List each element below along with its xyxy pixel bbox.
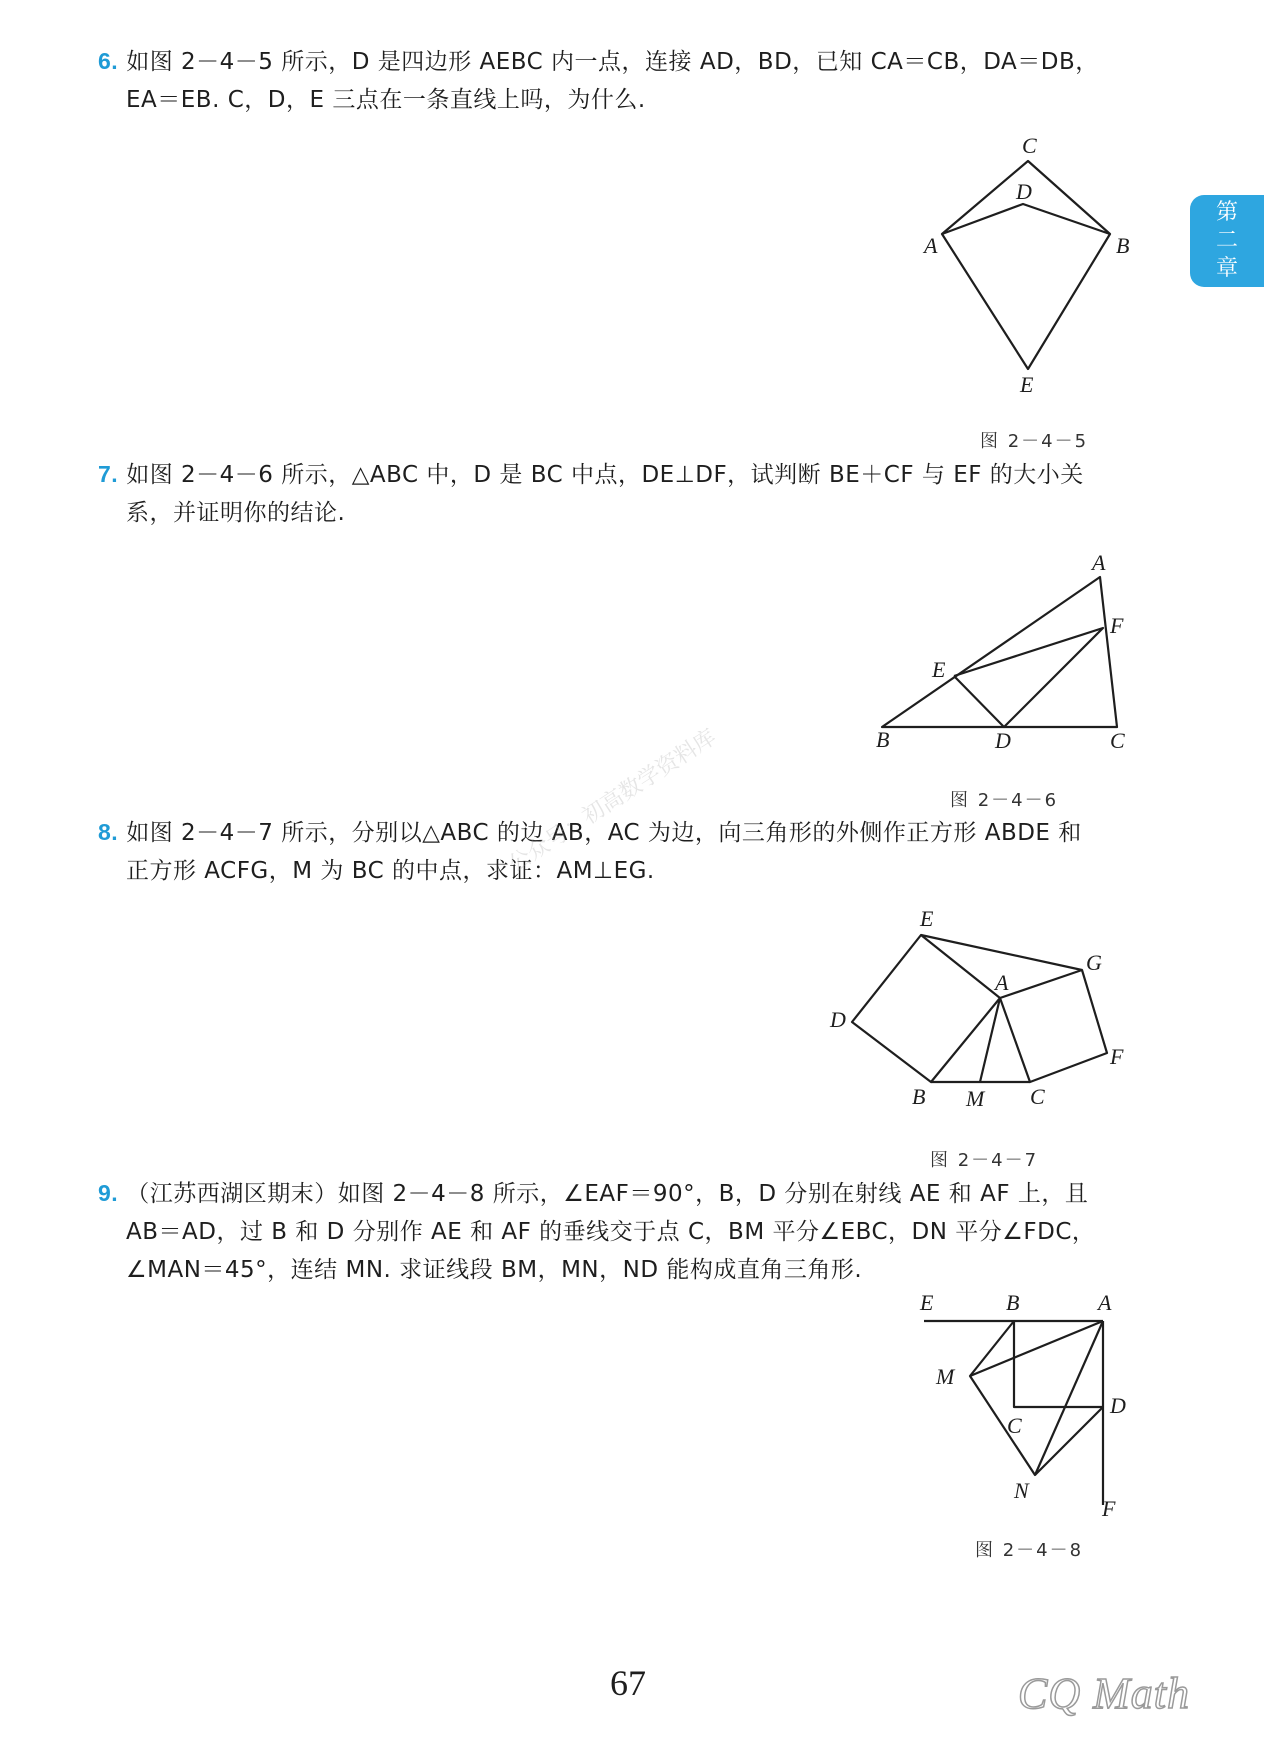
point-label-B: B [1116,233,1130,258]
square-ACFG [1000,970,1107,1082]
figure-2-4-7-diagram [820,906,1140,1111]
point-label-N: N [1014,1478,1029,1503]
point-label-B: B [912,1084,926,1109]
problem-text: AB＝AD，过 B 和 D 分别作 AE 和 AF 的垂线交于点 C，BM 平分∠EBC，DN 平分∠FDC， [126,1219,1096,1245]
point-label-C: C [1110,728,1125,753]
problem-text: （江苏西湖区期末）如图 2－4－8 所示，∠EAF＝90°，B，D 分别在射线 AE 和 AF 上，且 [126,1181,1089,1207]
figure-2-4-5 [920,133,1140,397]
problem-9 [98,1174,1138,1289]
square-ABDE [852,935,1000,1082]
figure-2-4-7 [820,906,1140,1111]
point-label-C: C [1030,1084,1045,1109]
problem-text: 正方形 ACFG，M 为 BC 的中点，求证：AM⊥EG. [126,858,655,884]
problem-text: ∠MAN＝45°，连结 MN. 求证线段 BM，MN，ND 能构成直角三角形. [126,1257,863,1283]
problem-text: 如图 2－4－6 所示，△ABC 中，D 是 BC 中点，DE⊥DF，试判断 BE＋CF 与 EF 的大小关 [126,462,1084,488]
problem-6 [98,42,1138,119]
figure-caption: 图 2－4－8 [975,1540,1084,1561]
point-label-E: E [1020,372,1034,397]
figure-caption: 图 2－4－7 [930,1150,1039,1171]
segment-B-C-D [1014,1321,1103,1407]
chapter-tab-char: 第 [1215,200,1238,225]
figure-2-4-8 [910,1290,1130,1520]
point-label-D: D [1110,1393,1126,1418]
figure-2-4-6 [870,550,1140,755]
watermark: 公众号：初高数学资料库 [504,724,721,878]
segment-AD-DB [942,204,1110,234]
point-label-A: A [995,970,1009,995]
chapter-tab-char: 二 [1215,228,1238,253]
point-label-D: D [1016,179,1032,204]
point-label-M: M [936,1364,955,1389]
point-label-A: A [1092,550,1106,575]
problem-text: 如图 2－4－5 所示，D 是四边形 AEBC 内一点，连接 AD，BD，已知 CA＝CB，DA＝DB， [126,49,1099,75]
point-label-M: M [966,1086,985,1111]
point-label-F: F [1102,1496,1116,1521]
problem-number: 9. [98,1180,119,1206]
point-label-F: F [1110,613,1124,638]
point-label-B: B [876,727,890,752]
point-label-C: C [1022,133,1037,158]
point-label-F: F [1110,1044,1124,1069]
figure-2-4-6-diagram [870,550,1140,755]
point-label-E: E [932,657,946,682]
chapter-tab-char: 章 [1215,256,1238,281]
figure-2-4-8-diagram [910,1290,1130,1520]
point-label-A: A [1098,1290,1112,1315]
figure-2-4-5-diagram [920,133,1140,397]
point-label-G: G [1086,950,1102,975]
figure-caption: 图 2－4－6 [950,790,1059,811]
problem-text: EA＝EB. C，D，E 三点在一条直线上吗，为什么. [126,87,646,113]
problem-number: 7. [98,461,119,487]
chapter-tab [1190,195,1264,287]
point-label-D: D [995,728,1011,753]
point-label-E: E [920,906,934,931]
figure-caption: 图 2－4－5 [980,431,1089,452]
page-number: 67 [610,1663,646,1703]
point-label-C: C [1007,1413,1022,1438]
segment-BM-MN-ND [970,1321,1103,1475]
problem-number: 8. [98,819,119,845]
problem-7 [98,455,1138,532]
problem-text: 系，并证明你的结论. [126,500,346,526]
logo: CQ Math [1018,1669,1190,1718]
problem-number: 6. [98,48,119,74]
point-label-A: A [924,233,938,258]
triangle-ABC [882,577,1117,727]
problem-text: 如图 2－4－7 所示，分别以△ABC 的边 AB，AC 为边，向三角形的外侧作正方形 ABDE 和 [126,820,1082,846]
segment-EF-FD-DE [954,628,1103,727]
point-label-D: D [830,1007,846,1032]
point-label-B: B [1006,1290,1020,1315]
segment-EG [921,935,1082,970]
point-label-E: E [920,1290,934,1315]
problem-8 [98,813,1138,890]
